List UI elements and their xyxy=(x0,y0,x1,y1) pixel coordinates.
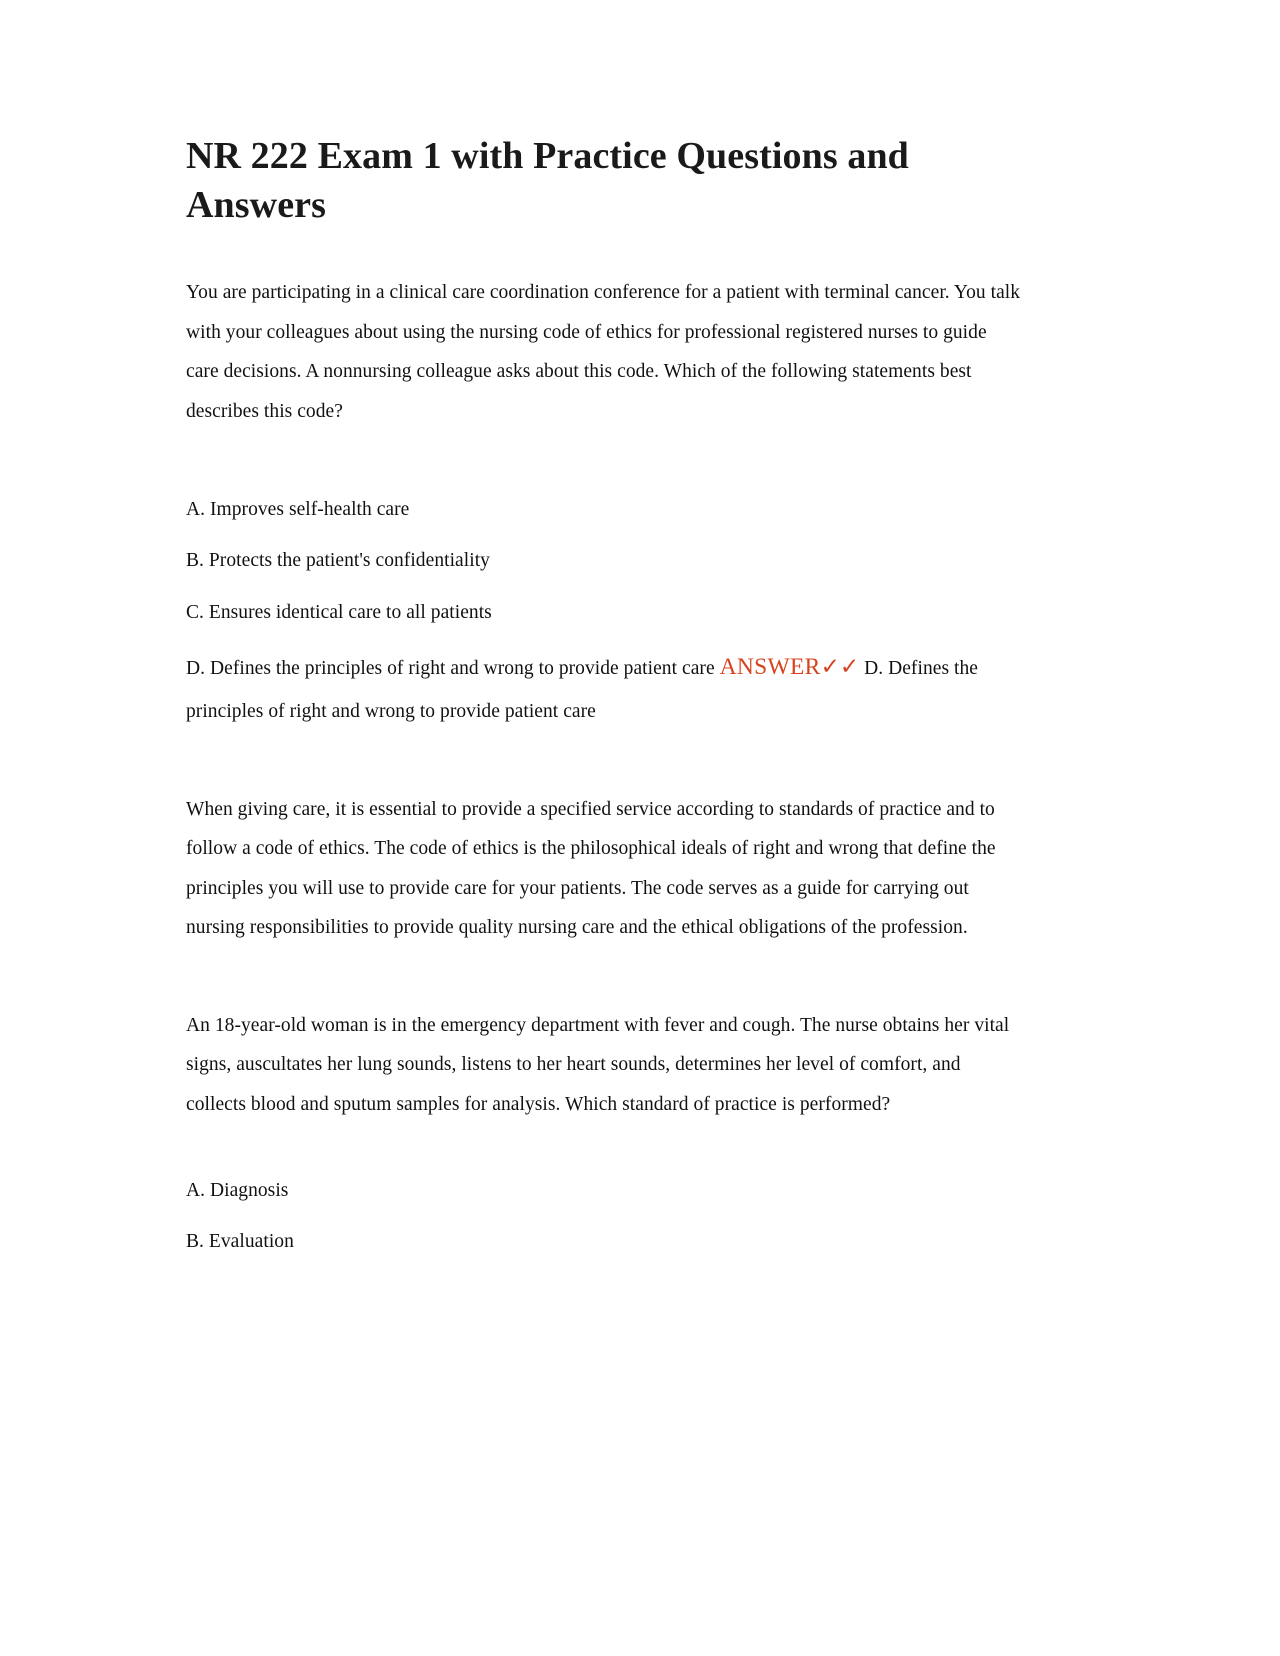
spacer xyxy=(186,732,1024,790)
question-2-option-b[interactable]: B. Evaluation xyxy=(186,1231,294,1253)
question-1-option-a[interactable]: A. Improves self-health care xyxy=(186,498,410,520)
question-1-option-d-with-answer[interactable] xyxy=(186,644,1024,731)
page-title: NR 222 Exam 1 with Practice Questions and Answers xyxy=(186,135,909,226)
spacer xyxy=(186,1125,1024,1171)
spacer xyxy=(186,432,1024,490)
question-1-option-b[interactable]: B. Protects the patient's confidentiality xyxy=(186,550,490,572)
question-1-stem: You are participating in a clinical care coordination conference for a patient with terminal cancer. You talk with your colleagues about using the nursing code of ethics for professional registered nurses to guide care decisions. A nonnursing colleague asks about this code. Which of the following statements best describes this code? xyxy=(186,282,1021,422)
answer-marker-label: ANSWER xyxy=(719,654,821,681)
question-2-stem: An 18-year-old woman is in the emergency department with fever and cough. The nurse obtains her vital signs, auscultates her lung sounds, listens to her heart sounds, determines her level of comfort, and collects blood and sputum samples for analysis. Which standard of practice is performed? xyxy=(186,1014,1010,1116)
answer-checkmark-icon: ✓✓ xyxy=(820,654,860,680)
question-1-rationale: When giving care, it is essential to provide a specified service according to standards of practice and to follow a code of ethics. The code of ethics is the philosophical ideals of right and wrong that define the principles you will use to provide care for your patients. The code serves as a guide for carrying out nursing responsibilities to provide quality nursing care and the ethical obligations of the profession. xyxy=(186,798,996,939)
document-content xyxy=(186,132,1024,1262)
question-1-option-d-label: D. Defines the principles of right and wrong to provide patient care xyxy=(186,658,715,680)
spacer xyxy=(186,948,1024,1006)
question-1-option-c[interactable]: C. Ensures identical care to all patients xyxy=(186,601,492,623)
question-2-option-a[interactable]: A. Diagnosis xyxy=(186,1179,289,1201)
question-1-answer-restated: D. Defines the principles of right and wrong to provide patient care xyxy=(186,658,978,722)
